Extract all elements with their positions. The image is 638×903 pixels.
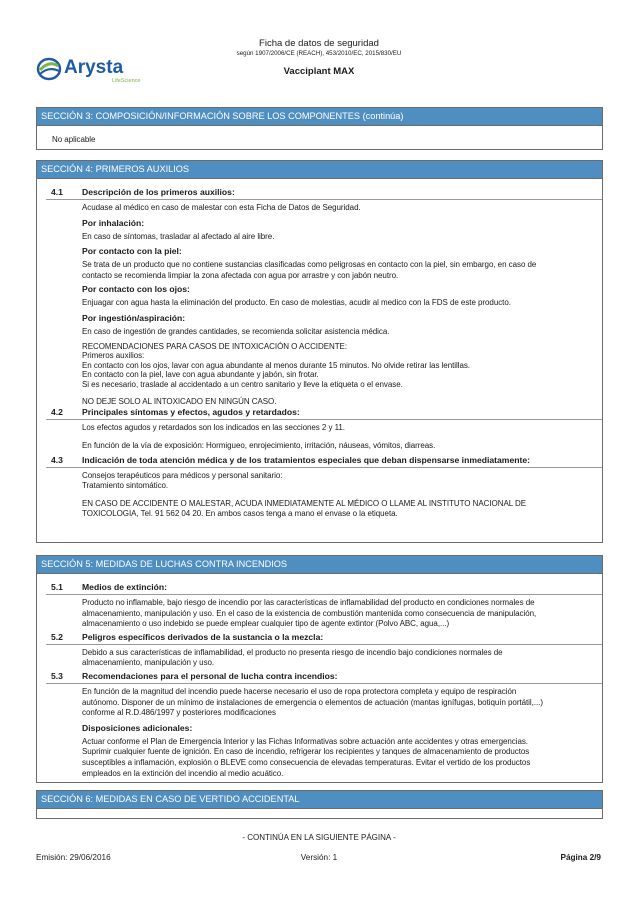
sub-heading: Por contacto con los ojos:	[82, 284, 190, 295]
paragraph: En contacto con los ojos, lavar con agua abundante al menos durante 15 minutos. No olvide retirar las lentillas.	[82, 360, 470, 370]
subsection-5-3	[37, 671, 602, 681]
paragraph: empleados en la extinción del incendio al medio acuático.	[82, 768, 284, 778]
paragraph: contacto se recomienda limpiar la zona afectada con agua por arrastre y con jabón neutro.	[82, 270, 399, 280]
document-type: Ficha de datos de seguridad	[259, 38, 379, 49]
paragraph: Los efectos agudos y retardados son los indicados en las secciones 2 y 11.	[82, 423, 345, 433]
paragraph: Consejos terapéuticos para médicos y personal sanitario:	[82, 471, 283, 481]
subsection-heading: Recomendaciones para el personal de lucha contra incendios:	[82, 670, 338, 681]
paragraph: NO DEJE SOLO AL INTOXICADO EN NINGÚN CASO.	[82, 396, 277, 406]
logo-wordmark: Arysta	[64, 57, 124, 78]
section-3-title: SECCIÓN 3: COMPOSICIÓN/INFORMACIÓN SOBRE LOS COMPONENTES (continúa)	[36, 107, 603, 126]
subsection-4-3	[37, 455, 602, 465]
paragraph: Si es necesario, traslade al accidentado a un centro sanitario y lleve la etiqueta o el envase.	[82, 379, 403, 389]
paragraph: Enjuagar con agua hasta la eliminación del producto. En caso de molestias, acudir al medico con la FDS de este producto.	[82, 298, 511, 308]
sub-heading: Por inhalación:	[82, 217, 145, 228]
logo-subtitle: LifeScience	[112, 78, 141, 84]
section-5-title: SECCIÓN 5: MEDIDAS DE LUCHAS CONTRA INCENDIOS	[36, 555, 603, 574]
subsection-5-2	[37, 632, 602, 642]
section-3-text: No aplicable	[52, 135, 96, 144]
subsection-heading: Medios de extinción:	[82, 582, 167, 592]
subsection-heading: Indicación de toda atención médica y de los tratamientos especiales que deban dispensarse inmediatamente:	[82, 455, 530, 466]
paragraph: almacenamiento, manipulación y uso.	[82, 658, 215, 668]
paragraph: almacenamiento o uso indebido se puede emplear cualquier tipo de agente extintor (Polvo ABC, agua,...)	[82, 619, 450, 629]
subsection-4-1	[37, 187, 602, 197]
paragraph: Se trata de un producto que no contiene sustancias clasificadas como peligrosas en contacto con la piel, sin embargo, en caso de	[82, 260, 537, 270]
paragraph: Actuar conforme el Plan de Emergencia Interior y las Fichas Informativas sobre actuación ante accidentes y otras emergencias.	[82, 736, 528, 746]
continue-note: - CONTINÚA EN LA SIGUIENTE PÁGINA -	[242, 833, 396, 842]
subsection-heading: Principales síntomas y efectos, agudos y retardados:	[82, 407, 300, 418]
paragraph: Suprimir cualquier fuente de ignición. En caso de incendio, refrigerar los recipientes y tanques de almacenamiento de productos	[82, 747, 530, 757]
paragraph: TOXICOLOGIA, Tel. 91 562 04 20. En ambos casos tenga a mano el envase o la etiqueta.	[82, 509, 398, 519]
subsection-number: 5.2	[51, 631, 63, 642]
section-6	[36, 790, 603, 819]
paragraph: En función de la magnitud del incendio puede hacerse necesario el uso de ropa protectora completa y equipo de respiración	[82, 686, 517, 696]
sub-heading: Por contacto con la piel:	[82, 246, 182, 257]
section-4	[36, 160, 603, 543]
paragraph: Primeros auxilios:	[82, 351, 145, 361]
subsection-number: 4.1	[51, 187, 63, 197]
subsection-number: 4.2	[51, 407, 63, 418]
sub-heading: Por ingestión/aspiración:	[82, 312, 186, 323]
subsection-number: 5.3	[51, 670, 63, 681]
subsection-number: 5.1	[51, 582, 63, 592]
paragraph: EN CASO DE ACCIDENTE O MALESTAR, ACUDA INMEDIATAMENTE AL MÉDICO O LLAME AL INSTITUTO NACIONAL DE	[82, 498, 527, 508]
paragraph: En caso de ingestión de grandes cantidades, se recomienda solicitar asistencia médica.	[82, 326, 390, 336]
page-number: Página 2/9	[560, 853, 601, 862]
product-name: Vacciplant MAX	[283, 66, 355, 77]
paragraph: En contacto con la piel, lave con agua abundante y jabón, sin frotar.	[82, 370, 319, 380]
paragraph: Debido a sus características de inflamabilidad, el producto no presenta riesgo de incendio bajo condiciones normales de	[82, 647, 503, 657]
issue-date: Emisión: 29/06/2016	[36, 853, 111, 862]
subsection-5-1	[37, 582, 602, 592]
paragraph: autónomo. Disponer de un mínimo de instalaciones de emergencia o elementos de actuación (mantas ignífugas, botiquín portátil,...)	[82, 697, 543, 707]
subsection-number: 4.3	[51, 455, 63, 466]
paragraph: Acudase al médico en caso de malestar con esta Ficha de Datos de Seguridad.	[82, 203, 361, 212]
paragraph: Producto no inflamable, bajo riesgo de incendio por las características de inflamabilidad del producto en condiciones normales de	[82, 598, 535, 607]
subsection-4-2	[37, 407, 602, 417]
subsection-heading: Peligros específicos derivados de la sustancia o la mezcla:	[82, 631, 324, 642]
section-4-title: SECCIÓN 4: PRIMEROS AUXILIOS	[36, 160, 603, 179]
paragraph: conforme al R.D.486/1997 y posteriores modificaciones	[82, 708, 276, 718]
regulation-reference: según 1907/2006/CE (REACH), 453/2010/EC, 2015/830/EU	[236, 50, 402, 57]
paragraph: En caso de síntomas, trasladar al afectado al aire libre.	[82, 231, 275, 241]
sub-heading: Disposiciones adicionales:	[82, 722, 193, 733]
version: Versión: 1	[300, 853, 338, 862]
paragraph: almacenamiento, manipulación y uso. En el caso de la existencia de combustión mantenida como consecuencia de manipulación,	[82, 608, 537, 618]
recommendations-heading: RECOMENDACIONES PARA CASOS DE INTOXICACIÓN O ACCIDENTE:	[82, 341, 348, 351]
paragraph: En función de la vía de exposición: Hormigueo, enrojecimiento, irritación, náuseas, vómitos, diarreas.	[82, 440, 436, 450]
section-5	[36, 555, 603, 783]
paragraph: Tratamiento sintomático.	[82, 480, 169, 490]
subsection-heading: Descripción de los primeros auxilios:	[82, 187, 235, 197]
section-6-title: SECCIÓN 6: MEDIDAS EN CASO DE VERTIDO ACCIDENTAL	[36, 790, 603, 809]
section-3	[36, 107, 603, 150]
paragraph: susceptibles a inflamación, explosión o BLEVE como consecuencia de elevadas temperaturas. Evitar el vertido de los productos	[82, 757, 531, 767]
